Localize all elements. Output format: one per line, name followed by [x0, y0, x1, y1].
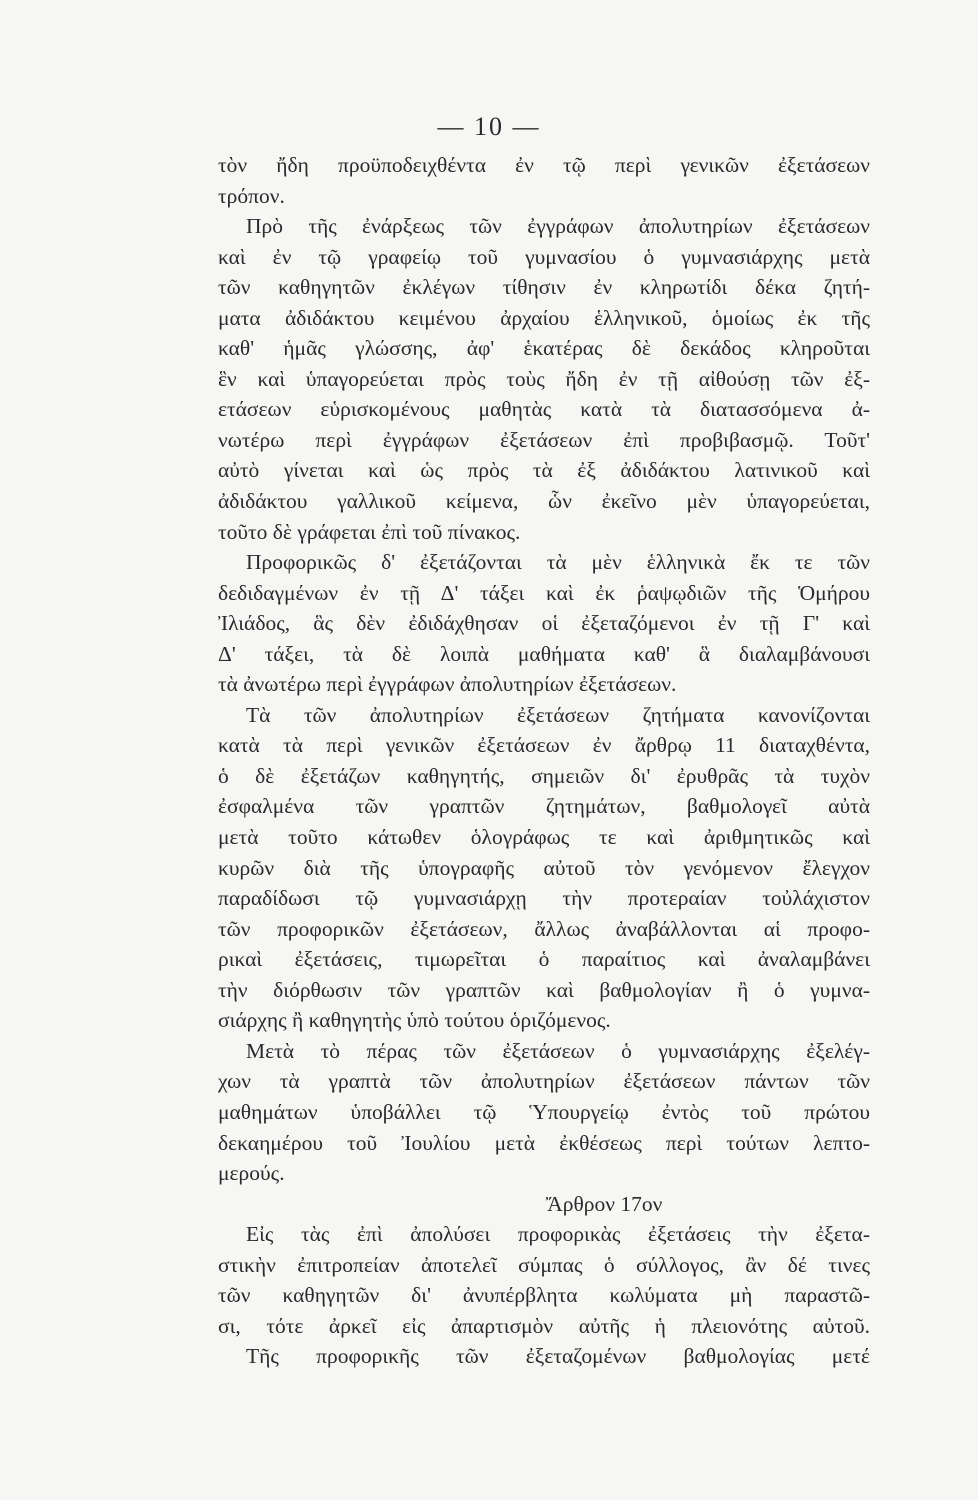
text-line: δεδιδαγμένων ἐν τῇ Δ' τάξει καὶ ἐκ ῥαψῳδιῶν τῆς Ὁμήρου	[218, 580, 870, 605]
text-line: καὶ ἐν τῷ γραφείῳ τοῦ γυμνασίου ὁ γυμνασιάρχης μετὰ	[218, 244, 870, 269]
text-line: Εἰς τὰς ἐπὶ ἀπολύσει προφορικὰς ἐξετάσεις τὴν ἐξετα-	[246, 1222, 870, 1247]
text-line: αὐτὸ γίνεται καὶ ὡς πρὸς τὰ ἐξ ἀδιδάκτου λατινικοῦ καὶ	[218, 458, 870, 483]
text-line: κατὰ τὰ περὶ γενικῶν ἐξετάσεων ἐν ἄρθρῳ 11 διαταχθέντα,	[218, 733, 870, 758]
text-line: μαθημάτων ὑποβάλλει τῷ Ὑπουργείῳ ἐντὸς τοῦ πρώτου	[218, 1099, 870, 1124]
text-line: ρικαὶ ἐξετάσεις, τιμωρεῖται ὁ παραίτιος καὶ ἀναλαμβάνει	[218, 947, 870, 972]
text-line: Μετὰ τὸ πέρας τῶν ἐξετάσεων ὁ γυμνασιάρχης ἐξελέγ-	[246, 1038, 870, 1063]
text-line: τῶν καθηγητῶν δι' ἀνυπέρβλητα κωλύματα μὴ παραστῶ-	[218, 1283, 870, 1308]
text-line: ετάσεων εὑρισκομένους μαθητὰς κατὰ τὰ διατασσόμενα ἀ-	[218, 397, 870, 422]
text-line: μερούς.	[218, 1161, 285, 1186]
body-text	[218, 150, 870, 1372]
text-line: τὴν διόρθωσιν τῶν γραπτῶν καὶ βαθμολογίαν ἢ ὁ γυμνα-	[218, 977, 870, 1002]
text-line: ἀδιδάκτου γαλλικοῦ κείμενα, ὧν ἐκεῖνο μὲν ὑπαγορεύεται,	[218, 489, 870, 514]
text-line: Τῆς προφορικῆς τῶν ἐξεταζομένων βαθμολογίας μετέ	[246, 1344, 870, 1369]
text-line: ὁ δὲ ἐξετάζων καθηγητής, σημειῶν δι' ἐρυθρᾶς τὰ τυχὸν	[218, 763, 870, 788]
text-line: τὰ ἀνωτέρω περὶ ἐγγράφων ἀπολυτηρίων ἐξετάσεων.	[218, 672, 677, 697]
text-line: νωτέρω περὶ ἐγγράφων ἐξετάσεων ἐπὶ προβιβασμῷ. Τοῦτ'	[218, 427, 870, 452]
text-line: σιάρχης ἢ καθηγητὴς ὑπὸ τούτου ὁριζόμενος.	[218, 1008, 611, 1033]
text-line: χων τὰ γραπτὰ τῶν ἀπολυτηρίων ἐξετάσεων πάντων τῶν	[218, 1069, 870, 1094]
text-line: μετὰ τοῦτο κάτωθεν ὁλογράφως τε καὶ ἀριθμητικῶς καὶ	[218, 825, 870, 850]
text-line: τοῦτο δὲ γράφεται ἐπὶ τοῦ πίνακος.	[218, 519, 521, 544]
text-line: Δ' τάξει, τὰ δὲ λοιπὰ μαθήματα καθ' ἃ διαλαμβάνουσι	[218, 641, 870, 666]
text-line: δεκαημέρου τοῦ Ἰουλίου μετὰ ἐκθέσεως περὶ τούτων λεπτο-	[218, 1130, 870, 1155]
article-heading: Ἄρθρον 17ον	[545, 1191, 663, 1216]
text-line: Ἰλιάδος, ἃς δὲν ἐδιδάχθησαν οἱ ἐξεταζόμενοι ἐν τῇ Γ' καὶ	[218, 611, 870, 636]
text-line: τὸν ἤδη προϋποδειχθέντα ἐν τῷ περὶ γενικῶν ἐξετάσεων	[218, 153, 870, 177]
text-line: κυρῶν διὰ τῆς ὑπογραφῆς αὐτοῦ τὸν γενόμενον ἔλεγχον	[218, 855, 870, 880]
text-line: ἐσφαλμένα τῶν γραπτῶν ζητημάτων, βαθμολογεῖ αὐτὰ	[218, 794, 870, 819]
text-line: παραδίδωσι τῷ γυμνασιάρχῃ τὴν προτεραίαν τοὐλάχιστον	[218, 886, 870, 911]
text-line: ματα ἀδιδάκτου κειμένου ἀρχαίου ἑλληνικοῦ, ὁμοίως ἐκ τῆς	[218, 305, 870, 330]
page-number: — 10 —	[437, 112, 541, 141]
text-line: Πρὸ τῆς ἐνάρξεως τῶν ἐγγράφων ἀπολυτηρίων ἐξετάσεων	[246, 214, 870, 239]
text-line: Τὰ τῶν ἀπολυτηρίων ἐξετάσεων ζητήματα κανονίζονται	[246, 702, 870, 727]
text-line: ἓν καὶ ὑπαγορεύεται πρὸς τοὺς ἤδη ἐν τῇ αἰθούσῃ τῶν ἐξ-	[218, 366, 870, 391]
text-line: σι, τότε ἀρκεῖ εἰς ἀπαρτισμὸν αὐτῆς ἡ πλειονότης αὐτοῦ.	[218, 1313, 870, 1338]
text-line: στικὴν ἐπιτροπείαν ἀποτελεῖ σύμπας ὁ σύλλογος, ἂν δέ τινες	[218, 1252, 870, 1277]
text-line: τῶν προφορικῶν ἐξετάσεων, ἄλλως ἀναβάλλονται αἱ προφο-	[218, 916, 870, 941]
text-line: τρόπον.	[218, 183, 285, 208]
text-line: τῶν καθηγητῶν ἐκλέγων τίθησιν ἐν κληρωτίδι δέκα ζητή-	[218, 275, 870, 300]
text-line: καθ' ἡμᾶς γλώσσης, ἀφ' ἑκατέρας δὲ δεκάδος κληροῦται	[218, 336, 870, 361]
text-line: Προφορικῶς δ' ἐξετάζονται τὰ μὲν ἑλληνικὰ ἔκ τε τῶν	[246, 550, 870, 575]
